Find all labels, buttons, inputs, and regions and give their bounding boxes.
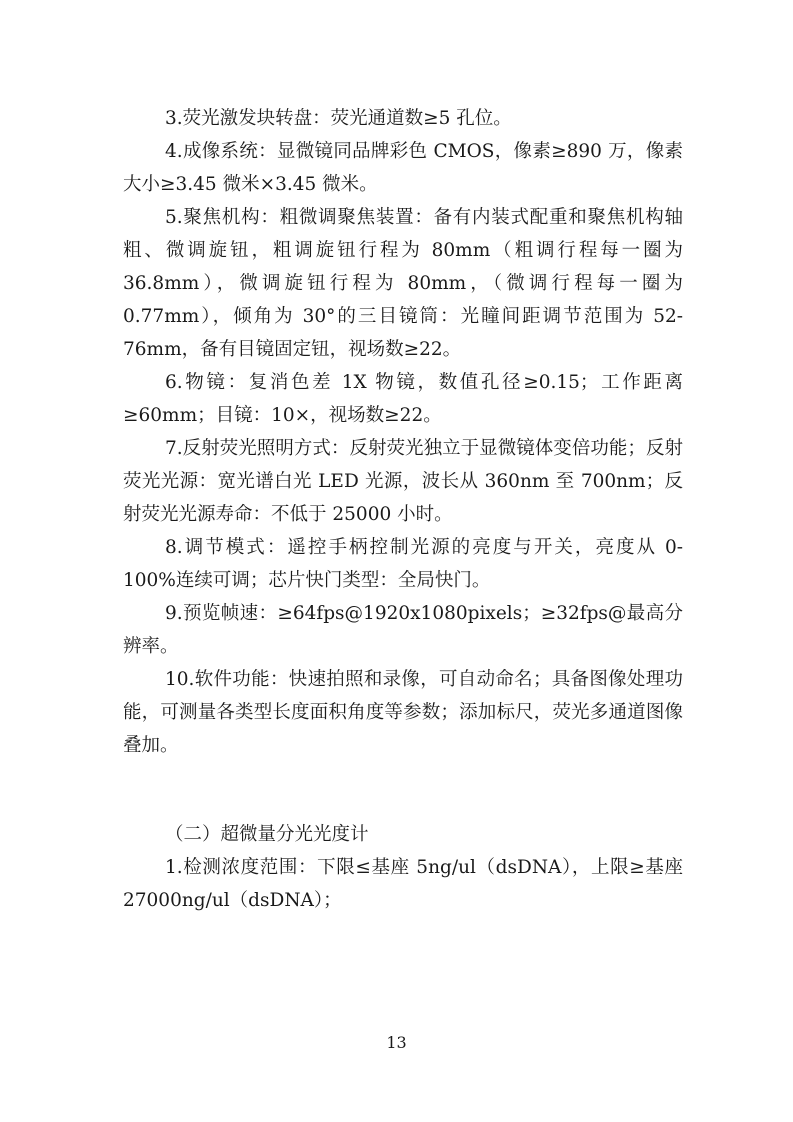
paragraph-item-8: 8.调节模式：遥控手柄控制光源的亮度与开关，亮度从 0-100%连续可调；芯片快门类型：全局快门。 (123, 537, 683, 591)
paragraph-item-3: 3.荧光激发块转盘：荧光通道数≥5 孔位。 (165, 108, 512, 129)
paragraph-item-7: 7.反射荧光照明方式：反射荧光独立于显微镜体变倍功能；反射荧光光源：宽光谱白光 LED 光源，波长从 360nm 至 700nm；反射荧光光源寿命：不低于 25000 小时。 (123, 438, 683, 525)
paragraph-item-4: 4.成像系统：显微镜同品牌彩色 CMOS，像素≥890 万，像素大小≥3.45 微米×3.45 微米。 (123, 141, 683, 195)
paragraph-item-5: 5.聚焦机构：粗微调聚焦装置：备有内装式配重和聚焦机构轴粗、微调旋钮，粗调旋钮行程为 80mm（粗调行程每一圈为 36.8mm），微调旋钮行程为 80mm，（微调行程每一圈为 0.77mm），倾角为 30°的三目镜筒：光瞳间距调节范围为 52-76mm，备有目镜固定钮，视场数≥22。 (123, 207, 683, 360)
page-number: 13 (386, 1033, 407, 1052)
body-text (123, 102, 683, 917)
paragraph-item-10: 10.软件功能：快速拍照和录像，可自动命名；具备图像处理功能，可测量各类型长度面积角度等参数；添加标尺，荧光多通道图像叠加。 (123, 669, 683, 756)
paragraph-item-b1: 1.检测浓度范围：下限≤基座 5ng/ul（dsDNA），上限≥基座 27000ng/ul（dsDNA）； (123, 857, 683, 911)
paragraph-item-9: 9.预览帧速：≥64fps@1920x1080pixels；≥32fps@最高分辨率。 (123, 603, 683, 657)
section-gap (123, 762, 683, 818)
paragraph-item-6: 6.物镜：复消色差 1X 物镜，数值孔径≥0.15；工作距离≥60mm；目镜：10×，视场数≥22。 (123, 372, 683, 426)
section-heading: （二）超微量分光光度计 (165, 824, 369, 845)
